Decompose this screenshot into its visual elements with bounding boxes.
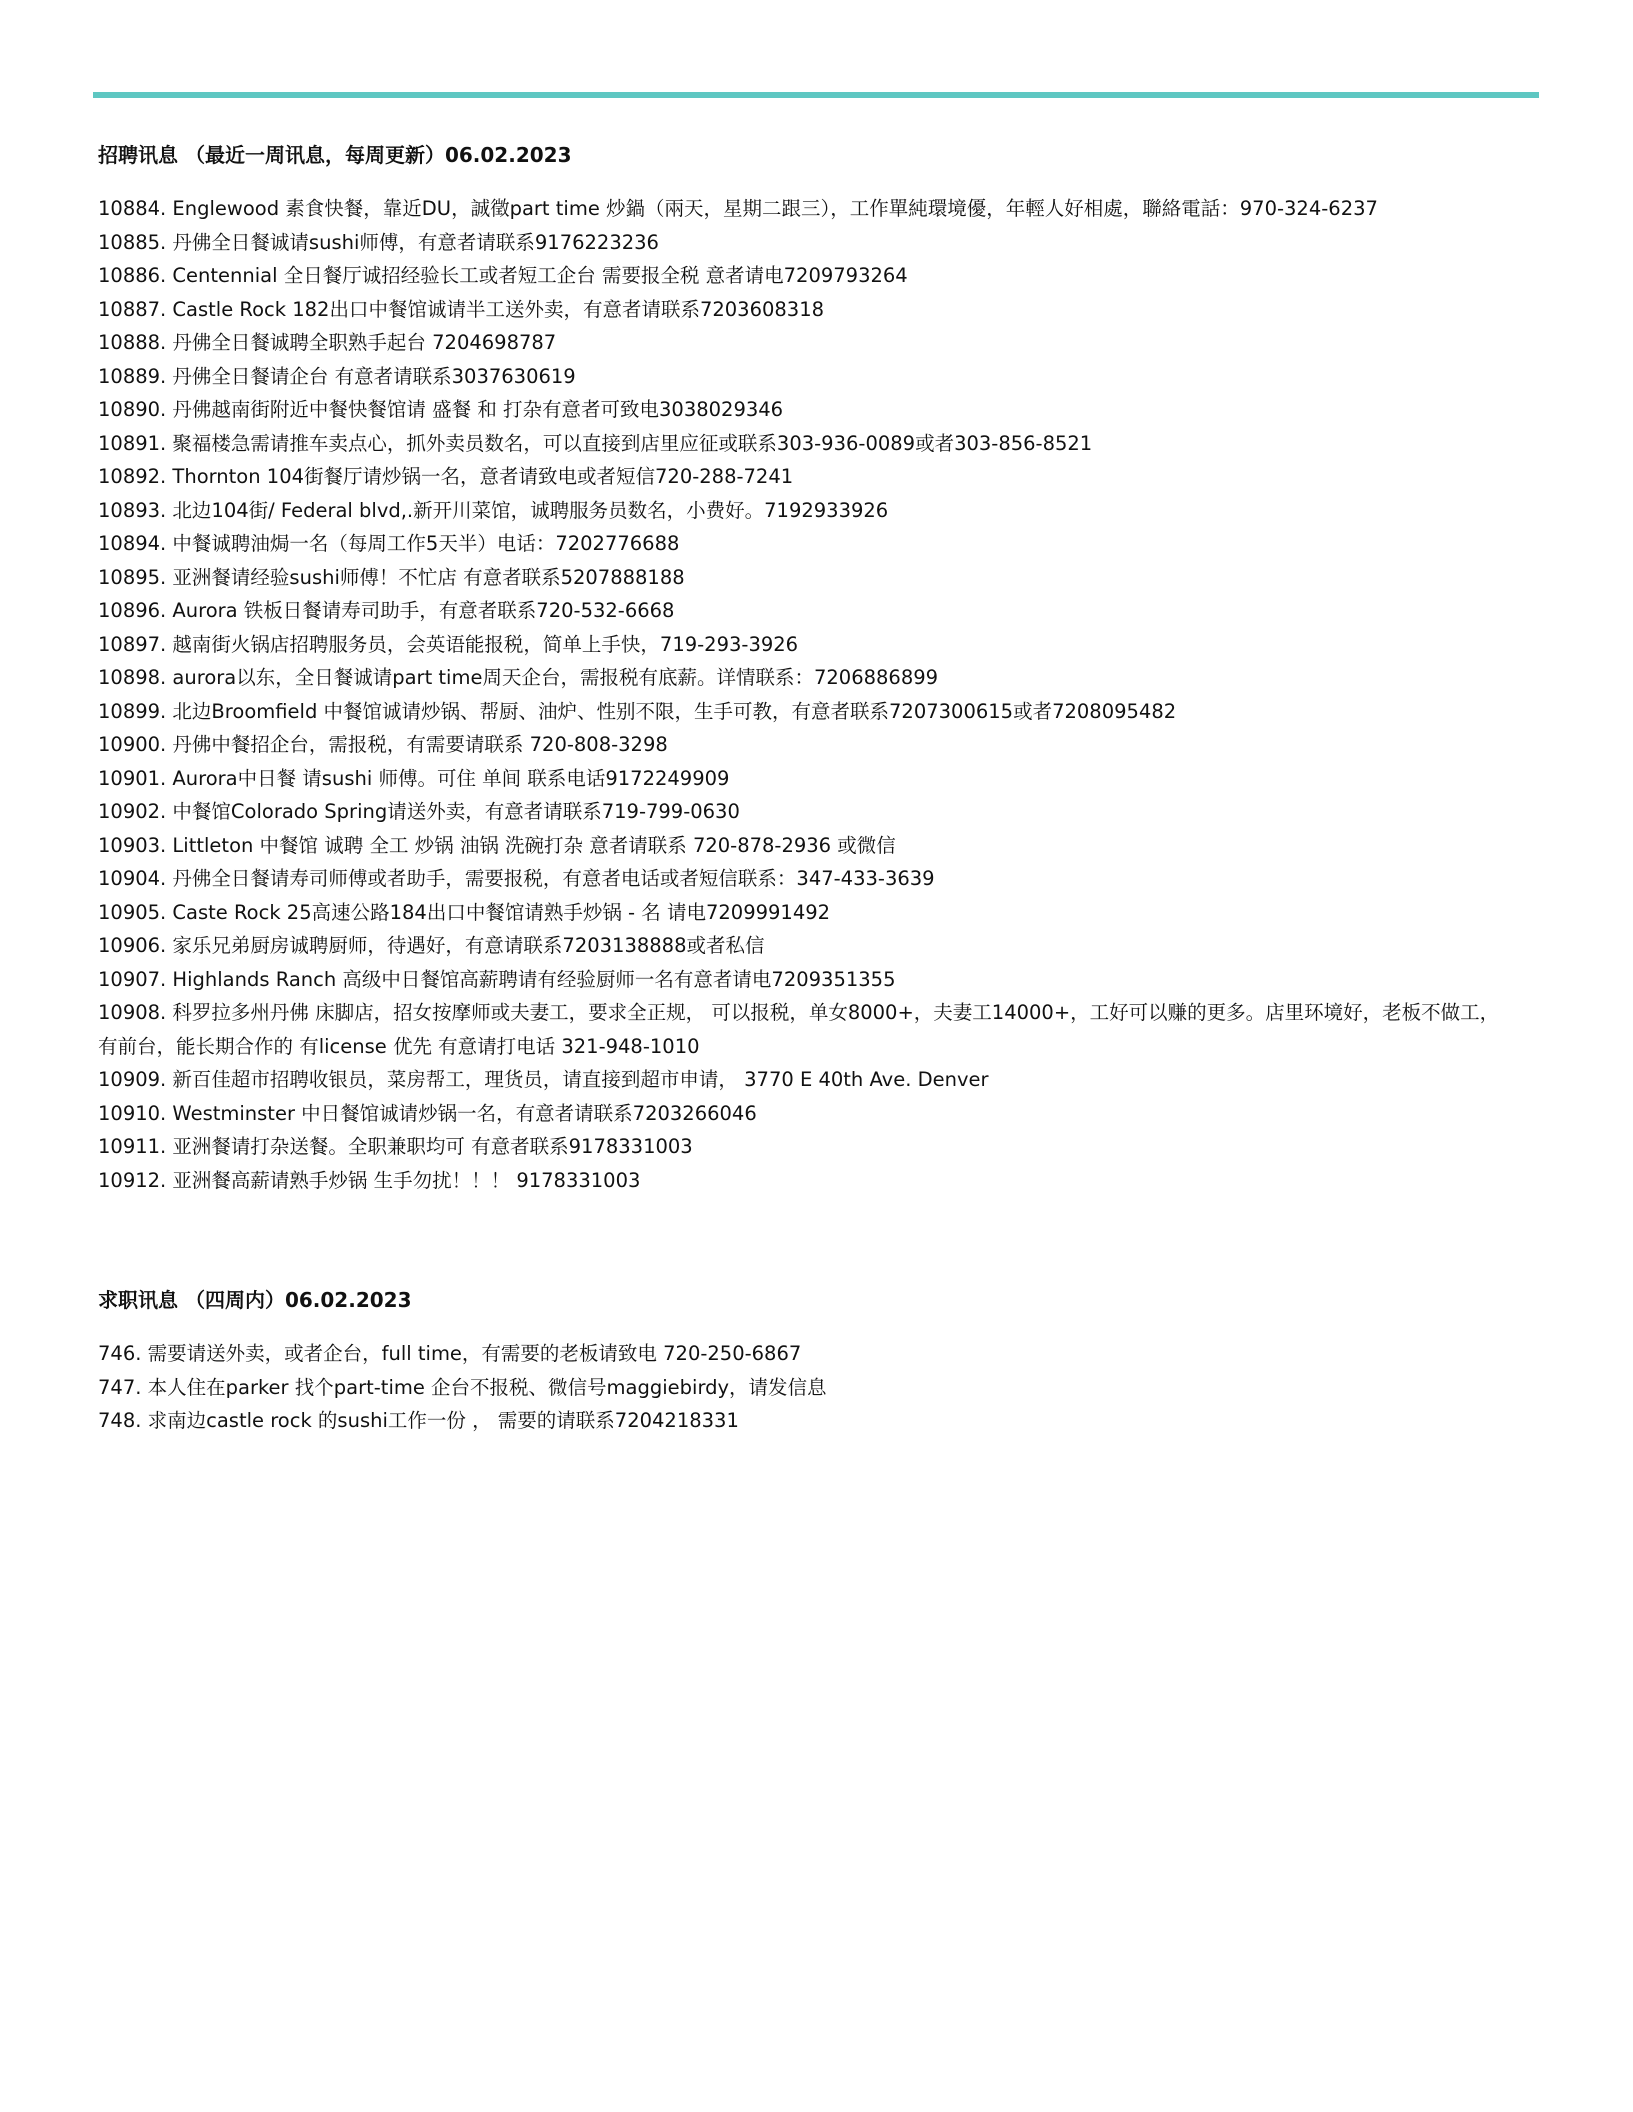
hiring-listing-item: 10892. Thornton 104街餐厅请炒锅一名，意者请致电或者短信720-288-7241 bbox=[98, 465, 794, 488]
hiring-listing-item: 10899. 北边Broomfield 中餐馆诚请炒锅、帮厨、油炉、性别不限，生手可教，有意者联系7207300615或者7208095482 bbox=[98, 699, 1177, 723]
job-seeking-listing-item: 746. 需要请送外卖，或者企台，full time，有需要的老板请致电 720-250-6867 bbox=[98, 1342, 802, 1365]
hiring-listing-item: 10907. Highlands Ranch 高级中日餐馆高薪聘请有经验厨师一名有意者请电7209351355 bbox=[98, 967, 896, 991]
hiring-listing-item: 10901. Aurora中日餐 请sushi 师傅。可住 单间 联系电话9172249909 bbox=[98, 766, 730, 790]
hiring-listing-item: 10903. Littleton 中餐馆 诚聘 全工 炒锅 油锅 洗碗打杂 意者请联系 720-878-2936 或微信 bbox=[98, 833, 896, 857]
job-seeking-listing-item: 747. 本人住在parker 找个part-time 企台不报税、微信号maggiebirdy，请发信息 bbox=[98, 1375, 827, 1399]
hiring-listing-item: 10896. Aurora 铁板日餐请寿司助手，有意者联系720-532-6668 bbox=[98, 599, 675, 622]
hiring-listing-item: 10890. 丹佛越南街附近中餐快餐馆请 盛餐 和 打杂有意者可致电3038029346 bbox=[98, 398, 784, 421]
hiring-listing-item: 10895. 亚洲餐请经验sushi师傅！不忙店 有意者联系5207888188 bbox=[98, 565, 685, 589]
hiring-list bbox=[98, 192, 1518, 1197]
page-content bbox=[98, 140, 1518, 1438]
hiring-listing-item: 10906. 家乐兄弟厨房诚聘厨师，待遇好，有意请联系7203138888或者私信 bbox=[98, 934, 765, 957]
job-seeking-section-title: 求职讯息 （四周内）06.02.2023 bbox=[98, 1288, 412, 1312]
hiring-listing-item: 10893. 北边104街/ Federal blvd,.新开川菜馆，诚聘服务员数名，小费好。7192933926 bbox=[98, 498, 889, 522]
hiring-listing-item: 10891. 聚福楼急需请推车卖点心，抓外卖员数名，可以直接到店里应征或联系303-936-0089或者303-856-8521 bbox=[98, 431, 1093, 455]
hiring-listing-item: 10886. Centennial 全日餐厅诚招经验长工或者短工企台 需要报全税 意者请电7209793264 bbox=[98, 264, 908, 287]
hiring-listing-item: 10889. 丹佛全日餐请企台 有意者请联系3037630619 bbox=[98, 364, 576, 388]
hiring-listing-item: 10898. aurora以东，全日餐诚请part time周天企台，需报税有底薪。详情联系：7206886899 bbox=[98, 666, 939, 689]
hiring-listing-item: 10897. 越南街火锅店招聘服务员，会英语能报税，简单上手快，719-293-3926 bbox=[98, 632, 799, 656]
hiring-listing-item: 10904. 丹佛全日餐请寿司师傅或者助手，需要报税，有意者电话或者短信联系：347-433-3639 bbox=[98, 867, 935, 890]
section-spacer bbox=[98, 1197, 1518, 1285]
hiring-listing-item: 10908. 科罗拉多州丹佛 床脚店，招女按摩师或夫妻工，要求全正规， 可以报税，单女8000+，夫妻工14000+，工好可以赚的更多。店里环境好，老板不做工，有前台，能长期合作的 有license 优先 有意请打电话 321-948-1010 bbox=[98, 1001, 1500, 1058]
job-seeking-listing-item: 748. 求南边castle rock 的sushi工作一份 ， 需要的请联系7204218331 bbox=[98, 1409, 739, 1432]
hiring-listing-item: 10911. 亚洲餐请打杂送餐。全职兼职均可 有意者联系9178331003 bbox=[98, 1135, 693, 1158]
top-divider bbox=[93, 92, 1539, 98]
hiring-section-title: 招聘讯息 （最近一周讯息，每周更新）06.02.2023 bbox=[98, 143, 572, 167]
hiring-listing-item: 10909. 新百佳超市招聘收银员，菜房帮工，理货员，请直接到超市申请， 3770 E 40th Ave. Denver bbox=[98, 1068, 989, 1091]
hiring-listing-item: 10884. Englewood 素食快餐，靠近DU，誠徵part time 炒鍋（兩天，星期二跟三），工作單純環境優，年輕人好相處，聯絡電話：970-324-6237 bbox=[98, 197, 1378, 220]
job-seeking-list bbox=[98, 1337, 1518, 1438]
hiring-listing-item: 10887. Castle Rock 182出口中餐馆诚请半工送外卖，有意者请联系7203608318 bbox=[98, 297, 825, 321]
hiring-listing-item: 10910. Westminster 中日餐馆诚请炒锅一名，有意者请联系7203266046 bbox=[98, 1101, 757, 1125]
hiring-listing-item: 10888. 丹佛全日餐诚聘全职熟手起台 7204698787 bbox=[98, 331, 557, 354]
hiring-listing-item: 10905. Caste Rock 25高速公路184出口中餐馆请熟手炒锅 - 名 请电7209991492 bbox=[98, 900, 831, 924]
hiring-listing-item: 10900. 丹佛中餐招企台，需报税，有需要请联系 720-808-3298 bbox=[98, 733, 668, 756]
hiring-listing-item: 10894. 中餐诚聘油焗一名（每周工作5天半）电话：7202776688 bbox=[98, 532, 680, 555]
hiring-listing-item: 10902. 中餐馆Colorado Spring请送外卖，有意者请联系719-799-0630 bbox=[98, 800, 740, 823]
hiring-listing-item: 10912. 亚洲餐高薪请熟手炒锅 生手勿扰！！！ 9178331003 bbox=[98, 1168, 641, 1192]
hiring-listing-item: 10885. 丹佛全日餐诚请sushi师傅，有意者请联系9176223236 bbox=[98, 230, 659, 254]
